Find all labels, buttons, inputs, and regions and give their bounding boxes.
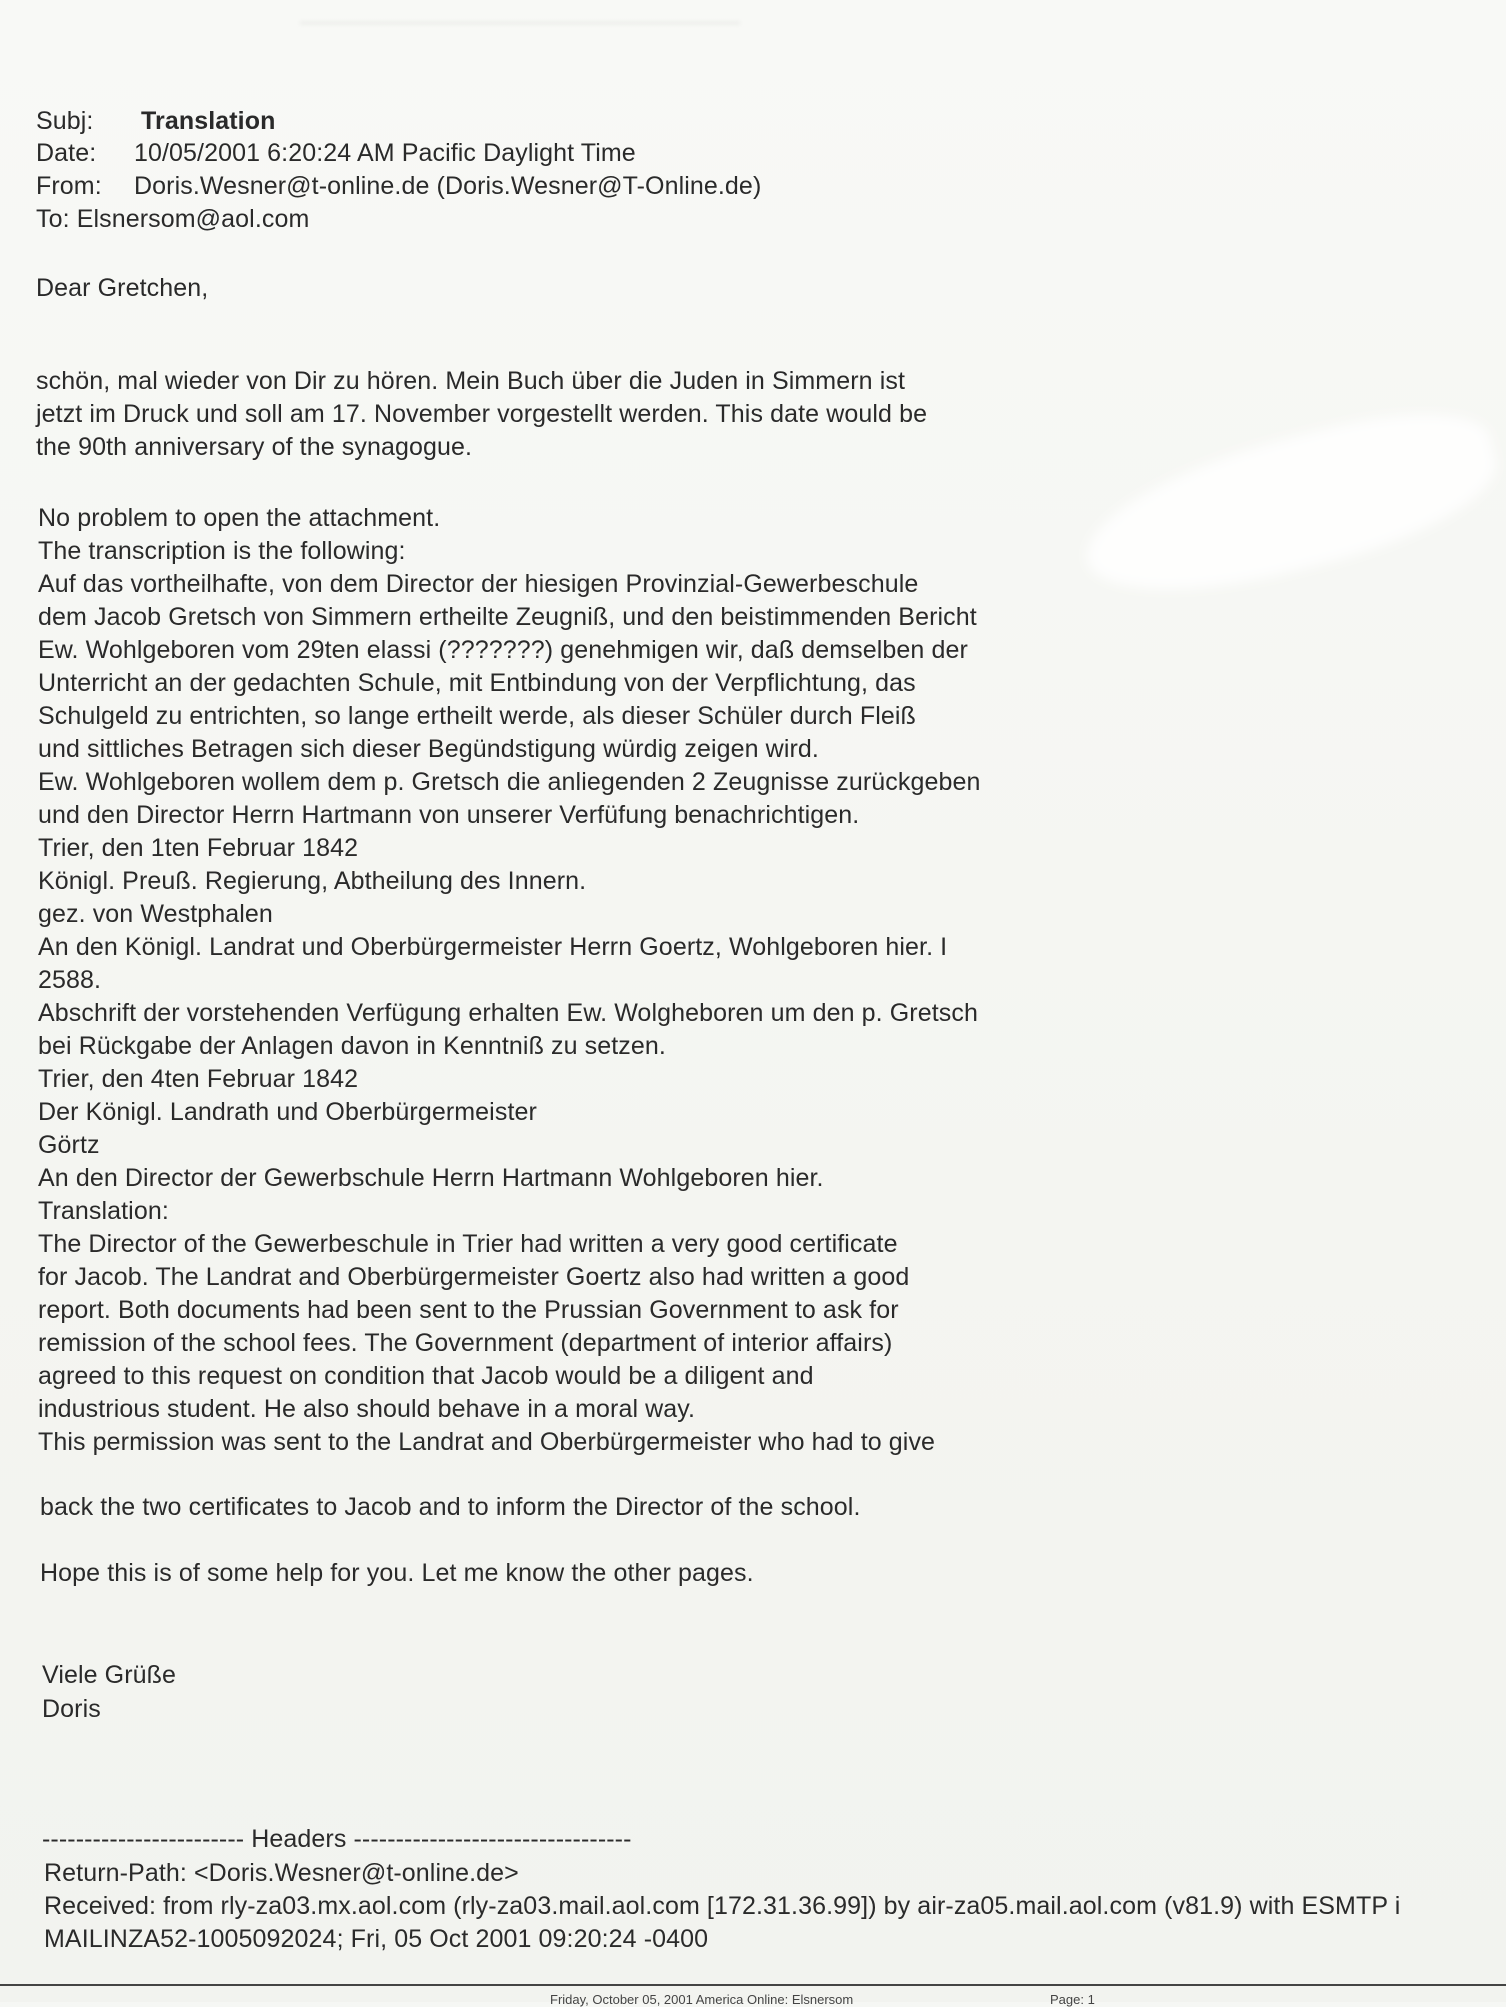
mailinza-line: MAILINZA52-1005092024; Fri, 05 Oct 2001 09:20:24 -0400: [44, 1925, 709, 1953]
body-line: 2588.: [38, 966, 102, 994]
received-line: Received: from rly-za03.mx.aol.com (rly-za03.mail.aol.com [172.31.36.99]) by air-za05.mail.aol.com (v81.9) with ESMTP i: [44, 1892, 1401, 1920]
body-line: the 90th anniversary of the synagogue.: [36, 433, 473, 461]
subject-label: Subj:: [36, 107, 94, 135]
body-line: Hope this is of some help for you. Let me know the other pages.: [40, 1559, 754, 1587]
greeting: Dear Gretchen,: [36, 274, 209, 302]
closing: Viele Grüße: [42, 1661, 177, 1689]
body-line: Görtz: [38, 1131, 100, 1159]
footer-page-number: Page: 1: [1050, 1992, 1095, 2007]
headers-divider: ------------------------ Headers ---------------------------------: [42, 1825, 632, 1853]
body-line: No problem to open the attachment.: [38, 504, 441, 532]
body-line: dem Jacob Gretsch von Simmern ertheilte Zeugniß, und den beistimmenden Bericht: [38, 603, 977, 631]
body-line: This permission was sent to the Landrat and Oberbürgermeister who had to give: [38, 1428, 936, 1456]
from-value: Doris.Wesner@t-online.de (Doris.Wesner@T-Online.de): [134, 172, 762, 200]
body-line: The transcription is the following:: [38, 537, 406, 565]
signature: Doris: [42, 1695, 101, 1723]
body-line: report. Both documents had been sent to the Prussian Government to ask for: [38, 1296, 899, 1324]
correction-fluid-smudge: [1071, 391, 1506, 619]
body-line: Ew. Wohlgeboren wollem dem p. Gretsch die anliegenden 2 Zeugnisse zurückgeben: [38, 768, 981, 796]
body-line: remission of the school fees. The Government (department of interior affairs): [38, 1329, 893, 1357]
body-line: Königl. Preuß. Regierung, Abtheilung des Innern.: [38, 867, 587, 895]
body-line: An den Director der Gewerbschule Herrn Hartmann Wohlgeboren hier.: [38, 1164, 824, 1192]
to-row: To: Elsnersom@aol.com: [36, 205, 310, 233]
body-line: und sittliches Betragen sich dieser Begündstigung würdig zeigen wird.: [38, 735, 819, 763]
footer-print-info: Friday, October 05, 2001 America Online: Elsnersom: [550, 1992, 854, 2007]
body-line: Ew. Wohlgeboren vom 29ten elassi (???????) genehmigen wir, daß demselben der: [38, 636, 968, 664]
body-line: Der Königl. Landrath und Oberbürgermeister: [38, 1098, 537, 1126]
body-line: Translation:: [38, 1197, 169, 1225]
body-line: jetzt im Druck und soll am 17. November vorgestellt werden. This date would be: [36, 400, 928, 428]
return-path: Return-Path: <Doris.Wesner@t-online.de>: [44, 1859, 519, 1887]
body-line: Trier, den 1ten Februar 1842: [38, 834, 359, 862]
body-line: agreed to this request on condition that Jacob would be a diligent and: [38, 1362, 814, 1390]
footer-rule: [0, 1984, 1506, 1986]
subject-value: Translation: [141, 107, 276, 135]
body-line: Schulgeld zu entrichten, so lange ertheilt werde, als dieser Schüler durch Fleiß: [38, 702, 916, 730]
date-value: 10/05/2001 6:20:24 AM Pacific Daylight Time: [134, 139, 636, 167]
date-label: Date:: [36, 139, 97, 167]
body-line: Unterricht an der gedachten Schule, mit Entbindung von der Verpflichtung, das: [38, 669, 916, 697]
body-line: Auf das vortheilhafte, von dem Director der hiesigen Provinzial-Gewerbeschule: [38, 570, 919, 598]
from-label: From:: [36, 172, 102, 200]
body-line: Abschrift der vorstehenden Verfügung erhalten Ew. Wolgheboren um den p. Gretsch: [38, 999, 978, 1027]
body-line: Trier, den 4ten Februar 1842: [38, 1065, 359, 1093]
body-line: bei Rückgabe der Anlagen davon in Kenntniß zu setzen.: [38, 1032, 666, 1060]
body-line: und den Director Herrn Hartmann von unserer Verfüfung benachrichtigen.: [38, 801, 860, 829]
body-line: gez. von Westphalen: [38, 900, 273, 928]
body-line: industrious student. He also should behave in a moral way.: [38, 1395, 696, 1423]
body-line: An den Königl. Landrat und Oberbürgermeister Herrn Goertz, Wohlgeboren hier. I: [38, 933, 948, 961]
body-line: schön, mal wieder von Dir zu hören. Mein Buch über die Juden in Simmern ist: [36, 367, 906, 395]
body-line: The Director of the Gewerbeschule in Trier had written a very good certificate: [38, 1230, 898, 1258]
bleed-through-mark: [300, 0, 740, 24]
body-line: back the two certificates to Jacob and to inform the Director of the school.: [40, 1493, 861, 1521]
body-line: for Jacob. The Landrat and Oberbürgermeister Goertz also had written a good: [38, 1263, 910, 1291]
